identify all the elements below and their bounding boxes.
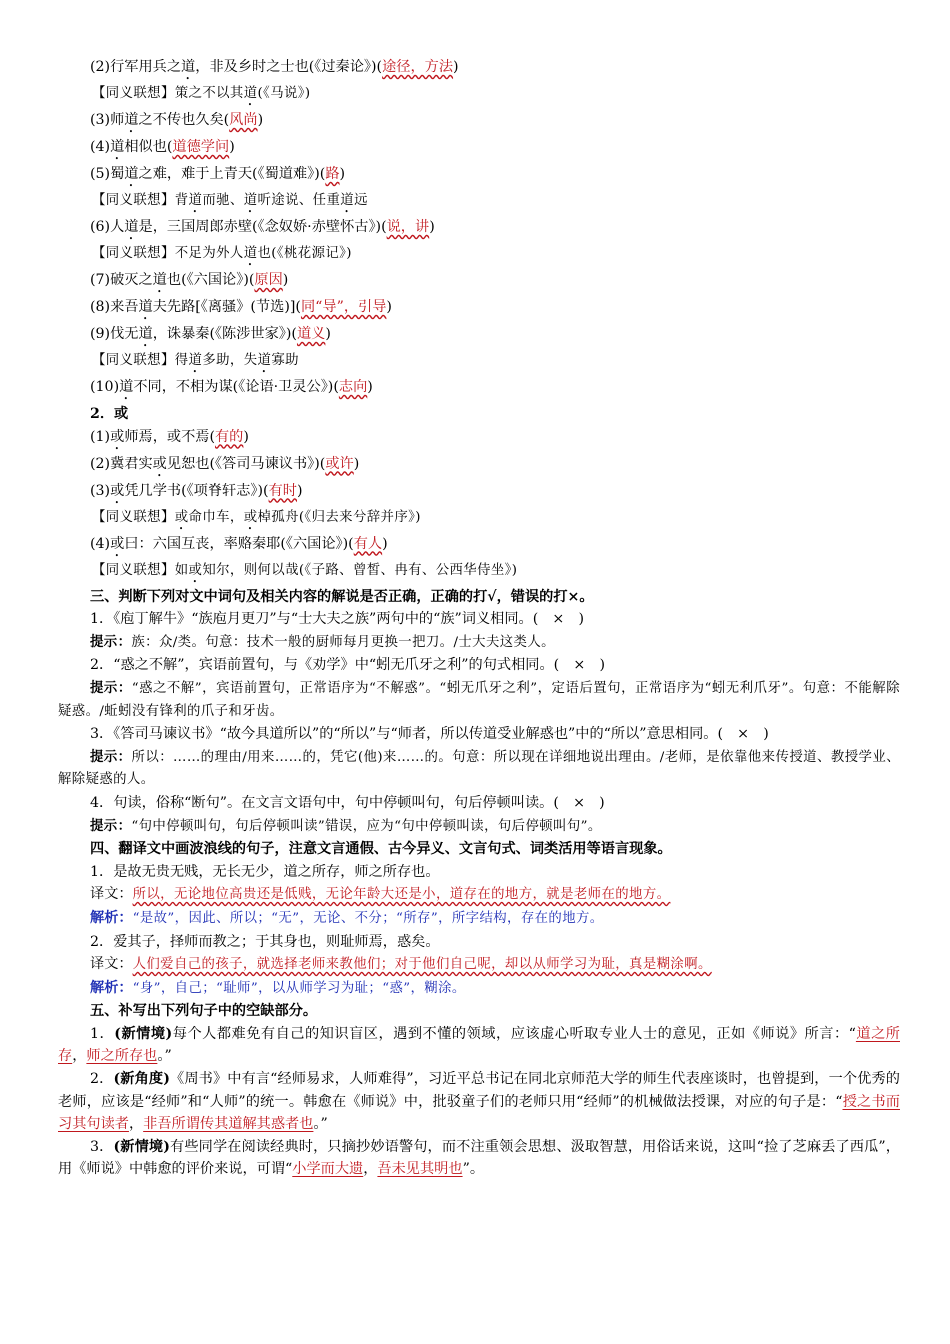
answer: 或许 <box>325 455 354 472</box>
synonym-label: 【同义联想】 <box>92 353 175 368</box>
synonym-association-line <box>58 350 900 376</box>
key-character: 或 <box>188 562 203 578</box>
text-segment: 得 <box>174 353 189 368</box>
text-segment: 寡助 <box>271 353 299 368</box>
key-character: 道 <box>243 246 258 261</box>
item-text: 每个人都难免有自己的知识盲区，遇到不懂的领域，应该虚心听取专业人士的意见，正如《师说》所言：“ <box>172 1025 856 1042</box>
synonym-label: 【同义联想】 <box>92 86 175 101</box>
text-segment: 而驰、 <box>202 193 244 208</box>
example-line <box>58 426 900 453</box>
example-line <box>58 216 900 243</box>
answer: 有人 <box>353 535 383 552</box>
s3-item-4 <box>58 792 900 838</box>
text-segment: ) <box>325 326 331 342</box>
text-segment: (7)破灭之 <box>90 272 153 288</box>
section-3-title: 三、判断下列对文中词句及相关内容的解说是否正确，正确的打√，错误的打×。 <box>90 588 594 605</box>
question-2: 2．“惑之不解”，宾语前置句，与《劝学》中“蚓无爪牙之利”的句式相同。( × ) <box>90 657 605 674</box>
synonym-label: 【同义联想】 <box>92 246 175 261</box>
answer-1: 小学而大遗 <box>292 1161 364 1178</box>
synonym-association-line <box>58 507 900 533</box>
item-text: 有些同学在阅读经典时，只摘抄妙语警句，而不注重领会思想、汲取智慧，用俗话来说，这叫“捡了芝麻丢了西瓜”，用《师说》中韩愈的评价来说，可谓“ <box>58 1138 900 1178</box>
key-character: 或 <box>110 535 125 552</box>
answer-1: 道之所存 <box>58 1025 900 1065</box>
text-segment: 不同，不相为谋(《论语·卫灵公》)( <box>133 379 339 395</box>
item-end: ”。 <box>462 1161 485 1178</box>
analysis-text: “是故”，因此、所以；“无”，无论、不分；“所存”，所字结构，存在的地方。 <box>132 910 604 926</box>
key-character: 道 <box>124 219 139 235</box>
text-segment: 策之不以其 <box>174 86 244 101</box>
fill-in-3 <box>58 1136 900 1181</box>
s3-item-2 <box>58 654 900 723</box>
translation-text: 人们爱自己的孩子，就选择老师来教他们；对于他们自己呢，却以从师学习为耻，真是糊涂啊。 <box>132 957 712 973</box>
item-text: 《周书》中有言“经师易求，人师难得”，习近平总书记在同北京师范大学的师生代表座谈时，也曾提到，一个优秀的老师，应该是“经师”和“人师”的统一。韩愈在《师说》中，批驳童子们的老师只用“经师”的机械做法授课，对应的句子是：“ <box>58 1071 900 1110</box>
fill-in-1 <box>58 1023 900 1068</box>
translation-label: 译文： <box>90 956 133 973</box>
question-3: 3．《答司马谏议书》“故今具道所以”的“所以”与“师者，所以传道受业解惑也”中的“所以”意思相同。( × ) <box>90 726 769 743</box>
s3-item-1 <box>58 608 900 654</box>
translation-text: 所以，无论地位高贵还是低贱，无论年龄大还是小，道存在的地方，就是老师在的地方。 <box>132 887 671 903</box>
hint-label: 提示： <box>90 679 132 696</box>
text-segment: 之不传也久矣( <box>138 112 230 128</box>
key-character: 道 <box>181 59 196 75</box>
example-line <box>58 453 900 480</box>
example-line <box>58 163 900 190</box>
synonym-association-line <box>58 243 900 269</box>
key-character: 或 <box>243 509 258 525</box>
text-segment: ) <box>257 112 264 128</box>
analysis-text: “身”，自己；“耻师”，以从师学习为耻；“惑”，糊涂。 <box>132 980 466 996</box>
key-character: 道 <box>124 112 139 128</box>
text-segment: ) <box>429 219 435 235</box>
fill-in-2 <box>58 1068 900 1136</box>
item-tag: (新情境) <box>113 1138 170 1155</box>
answer-1: 授之书而习其句读者 <box>58 1093 900 1133</box>
text-segment: 如 <box>174 562 189 578</box>
answer-2: 师之所存也 <box>86 1048 158 1065</box>
answer: 同“导”，引导 <box>300 299 387 315</box>
key-character: 道 <box>340 193 355 208</box>
example-line <box>58 376 900 403</box>
text-segment: 之难，难于上青天(《蜀道难》)( <box>138 166 326 182</box>
text-segment: 棹孤舟(《归去来兮辞并序》) <box>257 509 421 525</box>
text-segment: ) <box>296 482 303 499</box>
text-segment: (4) <box>90 535 111 552</box>
text-segment: ) <box>243 428 249 445</box>
sentence-2: 2．爱其子，择师而教之；于其身也，则耻师焉，惑矣。 <box>90 933 440 950</box>
synonym-label: 【同义联想】 <box>92 193 175 208</box>
key-character: 或 <box>110 428 125 445</box>
key-character: 道 <box>243 86 258 101</box>
key-character: 或 <box>110 482 125 499</box>
answer: 有时 <box>268 482 297 499</box>
text-segment: ) <box>367 379 373 395</box>
text-segment: (3) <box>90 482 111 499</box>
separator: ， <box>128 1116 144 1133</box>
text-segment: ) <box>229 139 235 155</box>
text-segment: 多助，失 <box>202 353 258 368</box>
hint-text: “句中停顿叫句，句后停顿叫读”错误，应为“句中停顿叫读，句后停顿叫句”。 <box>131 818 602 834</box>
text-segment: 也(《桃花源记》) <box>257 246 352 261</box>
text-segment: (8)来吾 <box>90 299 139 315</box>
text-segment: (10) <box>90 379 120 395</box>
example-line <box>58 533 900 560</box>
hint-label: 提示： <box>90 633 132 650</box>
key-character: 道 <box>138 326 153 342</box>
hint-label: 提示： <box>90 748 132 765</box>
dao-items <box>58 56 900 403</box>
question-1: 1．《庖丁解牛》“族庖月更刀”与“士大夫之族”两句中的“族”词义相同。( × ) <box>90 611 585 628</box>
hint-text: 族：众/类。句意：技术一般的厨师每月更换一把刀。/士大夫这类人。 <box>131 634 555 650</box>
text-segment: (1) <box>90 428 111 445</box>
text-segment: 也(《六国论》)( <box>166 272 255 288</box>
text-segment: 知尔，则何以哉(《子路、曾皙、冉有、公西华侍坐》) <box>202 562 518 578</box>
example-line <box>58 269 900 296</box>
s4-item-2 <box>58 931 900 1001</box>
text-segment: 曰：六国互丧，率赂秦耶(《六国论》)( <box>124 535 354 552</box>
text-segment: (《马说》) <box>257 86 311 101</box>
example-line <box>58 109 900 136</box>
answer: 有的 <box>214 428 244 445</box>
text-segment: ) <box>353 455 360 472</box>
key-character: 或 <box>174 509 189 525</box>
text-segment: ，诛暴秦(《陈涉世家》)( <box>152 326 297 342</box>
text-segment: (2)冀君实 <box>90 455 153 472</box>
text-segment: ，非及乡时之士也(《过秦论》)( <box>195 59 383 75</box>
question-4: 4．句读，俗称“断句”。在文言文语句中，句中停顿叫句，句后停顿叫读。( × ) <box>90 794 605 811</box>
text-segment: 凭几学书(《项脊轩志》)( <box>124 482 269 499</box>
answer: 说，讲 <box>386 219 430 235</box>
key-character: 道 <box>119 379 134 395</box>
text-segment: (6)人 <box>90 219 125 235</box>
synonym-label: 【同义联想】 <box>92 562 175 578</box>
text-segment: 相似也( <box>124 139 173 155</box>
key-character: 道 <box>188 353 203 368</box>
synonym-association-line <box>58 83 900 109</box>
separator: ， <box>72 1048 87 1065</box>
answer: 道义 <box>296 326 326 342</box>
synonym-label: 【同义联想】 <box>92 509 175 525</box>
text-segment: (5)蜀 <box>90 166 125 182</box>
key-character: 道 <box>257 353 272 368</box>
key-character: 道 <box>188 193 203 208</box>
text-segment: 夫先路[《离骚》(节选)]( <box>152 299 301 315</box>
example-line <box>58 480 900 507</box>
synonym-association-line <box>58 560 900 586</box>
text-segment: (3)师 <box>90 112 125 128</box>
s4-item-1 <box>58 861 900 931</box>
s3-item-3 <box>58 723 900 792</box>
text-segment: (2)行军用兵之 <box>90 59 182 75</box>
or-items <box>58 426 900 586</box>
item-end: 。” <box>313 1116 328 1133</box>
text-segment: ) <box>453 59 459 75</box>
item-number: 1． <box>90 1025 115 1042</box>
answer-2: 非吾所谓传其道解其惑者也 <box>143 1116 314 1133</box>
answer: 风尚 <box>229 112 258 128</box>
analysis-label: 解析： <box>90 909 133 926</box>
text-segment: 见恕也(《答司马谏议书》)( <box>166 455 326 472</box>
key-character: 道 <box>124 166 139 182</box>
text-segment: ) <box>382 535 388 552</box>
hint-text: “惑之不解”，宾语前置句，正常语序为“不解惑”。“蚓无爪牙之利”，定语后置句，正常语序为“蚓无利爪牙”。句意：不能解除疑惑。/蚯蚓没有锋利的爪子和牙齿。 <box>58 680 900 719</box>
text-segment: 听途说、任重 <box>257 193 341 208</box>
example-line <box>58 136 900 163</box>
key-character: 道 <box>152 272 167 288</box>
answer: 志向 <box>338 379 368 395</box>
item-end: 。” <box>157 1048 172 1065</box>
text-segment: 是，三国周郎赤壁(《念奴娇·赤壁怀古》)( <box>138 219 387 235</box>
key-character: 道 <box>138 299 153 315</box>
section-4-title: 四、翻译文中画波浪线的句子，注意文言通假、古今异义、文言句式、词类活用等语言现象。 <box>90 841 672 858</box>
answer: 原因 <box>254 272 283 288</box>
text-segment: 命巾车， <box>188 509 244 525</box>
text-segment: (9)伐无 <box>90 326 139 342</box>
key-character: 道 <box>110 139 125 155</box>
example-line <box>58 56 900 83</box>
separator: ， <box>363 1161 378 1178</box>
text-segment: ) <box>339 166 346 182</box>
answer: 途径，方法 <box>382 59 454 75</box>
answer: 道德学问 <box>172 139 230 155</box>
text-segment: 背 <box>174 193 189 208</box>
key-character: 道 <box>243 193 258 208</box>
text-segment: (4) <box>90 139 111 155</box>
text-segment: 师焉，或不焉( <box>124 428 215 445</box>
text-segment: ) <box>282 272 289 288</box>
answer: 路 <box>325 166 340 182</box>
answer-2: 吾未见其明也 <box>377 1161 463 1178</box>
sentence-1: 1．是故无贵无贱，无长无少，道之所存，师之所存也。 <box>90 863 440 880</box>
text-segment: 不足为外人 <box>174 246 244 261</box>
synonym-association-line <box>58 190 900 216</box>
item-tag: (新角度) <box>113 1071 170 1088</box>
section-5-title: 五、补写出下列句子中的空缺部分。 <box>90 1003 318 1020</box>
or-heading: 2．或 <box>90 406 129 422</box>
example-line <box>58 323 900 350</box>
item-tag: (新情境) <box>114 1025 173 1042</box>
example-line <box>58 296 900 323</box>
item-number: 3． <box>90 1138 114 1155</box>
hint-text: 所以：……的理由/用来……的，凭它(他)来……的。句意：所以现在详细地说出理由。/老师，是依靠他来传授道、教授学业、解除疑惑的人。 <box>58 749 901 788</box>
text-segment: 远 <box>354 193 368 208</box>
key-character: 或 <box>152 455 167 472</box>
hint-label: 提示： <box>90 817 132 834</box>
translation-label: 译文： <box>90 886 133 903</box>
page <box>58 56 900 1181</box>
item-number: 2． <box>90 1071 114 1088</box>
text-segment: ) <box>386 299 392 315</box>
analysis-label: 解析： <box>90 979 133 996</box>
